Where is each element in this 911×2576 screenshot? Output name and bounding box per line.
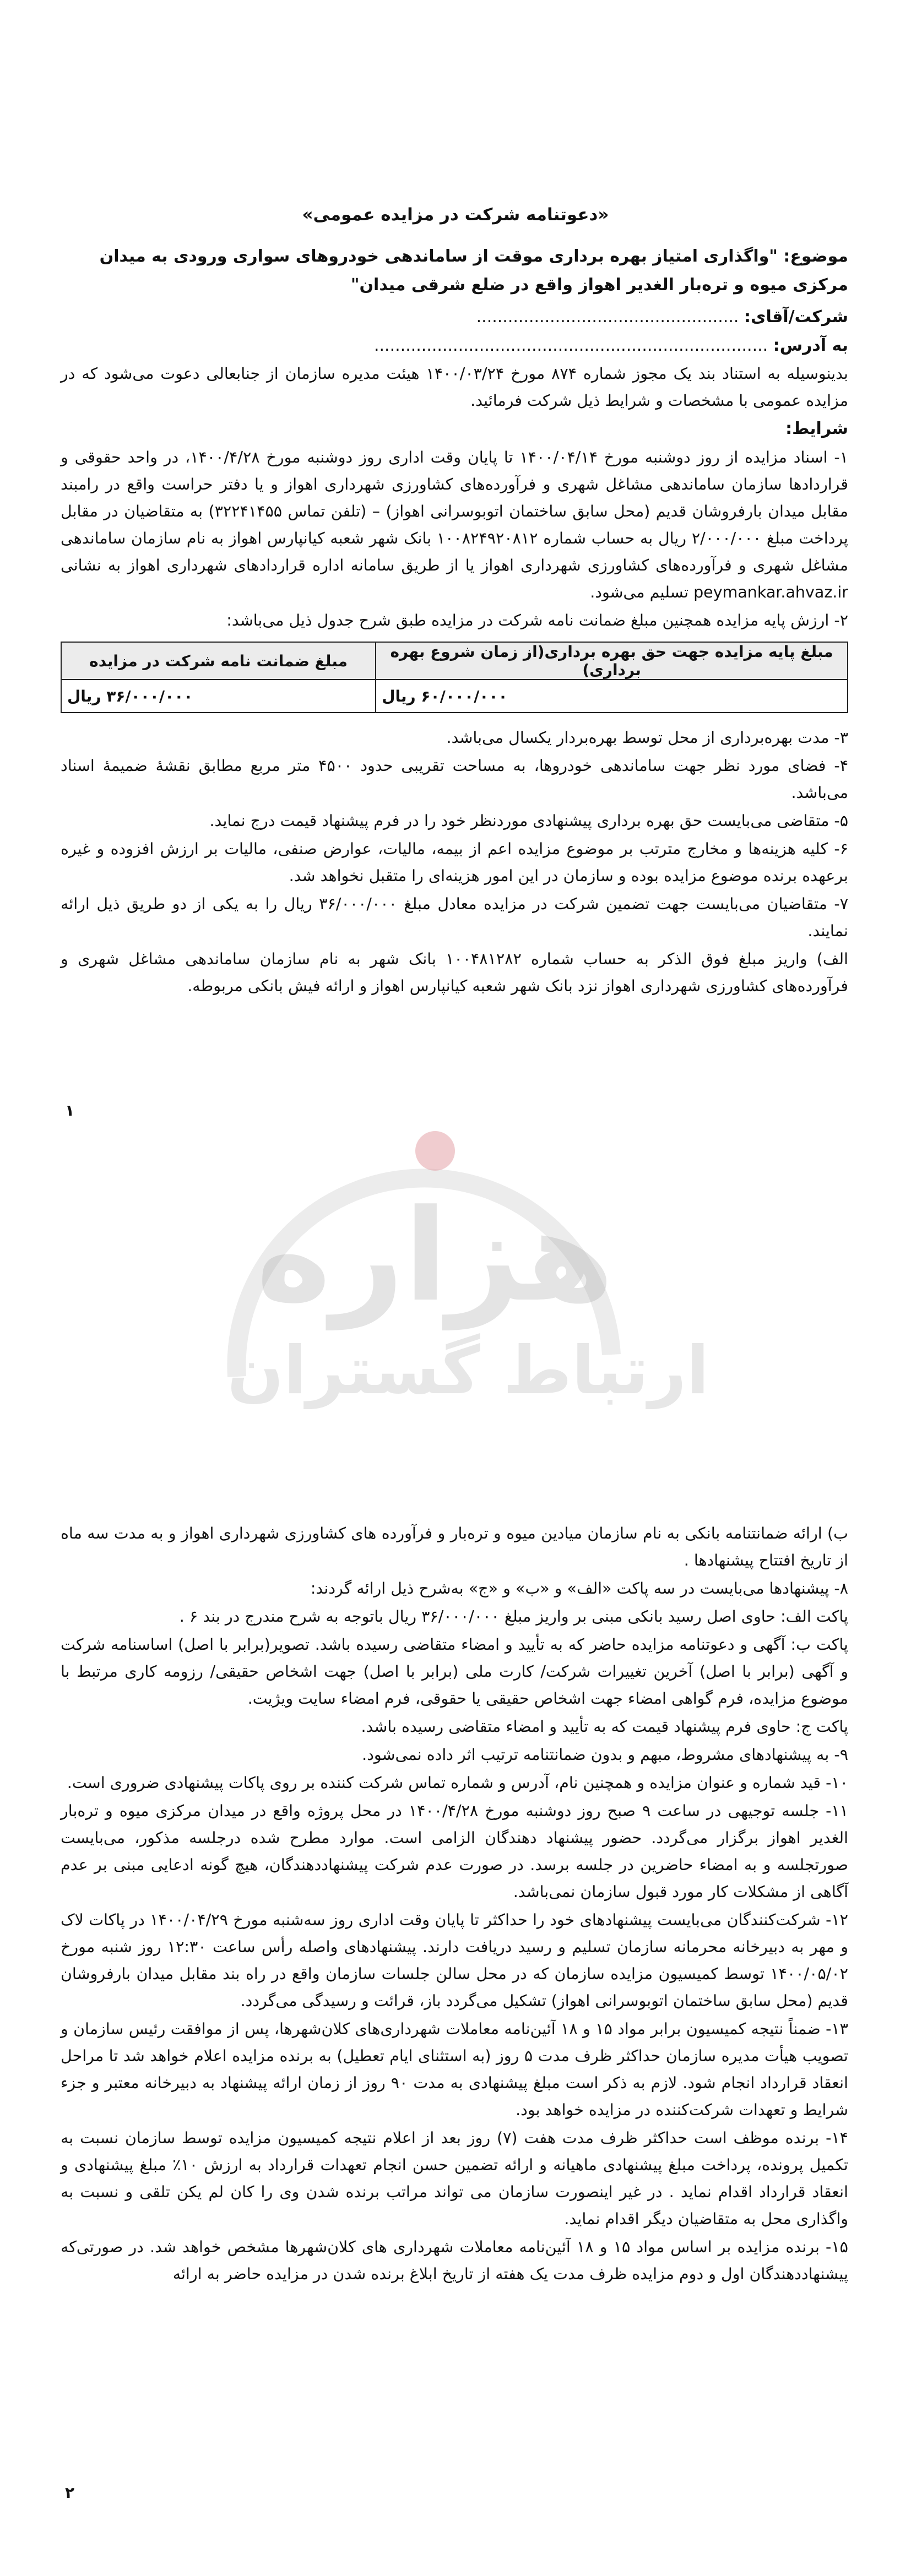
company-dots: .................................................. bbox=[476, 307, 739, 327]
watermark-word: هزاره bbox=[256, 1183, 614, 1330]
condition-5: ۵- متقاضی می‌بایست حق بهره برداری پیشنهادی موردنظر خود را در فرم پیشنهاد قیمت درج نماید. bbox=[209, 812, 848, 830]
condition-15: ۱۵- برنده مزایده بر اساس مواد ۱۵ و ۱۸ آئین‌نامه معاملات شهرداری های کلان‌شهرها مشخص خواهد شد. در صورتی‌که پیشنهاددهندگان اول و دوم مزایده ظرف مدت یک هفته از تاریخ ابلاغ برنده شدن در مزایده حاضر به ارائه bbox=[61, 2238, 848, 2283]
condition-2: ۲- ارزش پایه مزایده همچنین مبلغ ضمانت نامه شرکت در مزایده طبق شرح جدول ذیل می‌باشد: bbox=[226, 611, 848, 629]
page-2-content bbox=[61, 1520, 848, 2289]
subject-line: موضوع: "واگذاری امتیاز بهره برداری موقت از ساماندهی خودروهای سواری ورودی به میدان مرکزی میوه و تره‌بار الغدیر اهواز واقع در ضلع شرقی میدان" bbox=[99, 247, 848, 295]
condition-8c: پاکت ج: حاوی فرم پیشنهاد قیمت که به تأیید و امضاء متقاضی رسیده باشد. bbox=[361, 1718, 848, 1736]
condition-4: ۴- فضای مورد نظر جهت ساماندهی خودروها، به مساحت تقریبی حدود ۴۵۰۰ متر مربع مطابق نقشهٔ ضمیمهٔ اسناد می‌باشد. bbox=[61, 757, 848, 802]
condition-3: ۳- مدت بهره‌برداری از محل توسط بهره‌بردار یکسال می‌باشد. bbox=[446, 729, 848, 747]
address-dots: ........................................................................... bbox=[373, 336, 768, 355]
condition-14: ۱۴- برنده موظف است حداکثر ظرف مدت هفت (۷) روز بعد از اعلام نتیجه کمیسیون مزایده توسط سازمان نسبت به تکمیل پرونده، پرداخت مبلغ پیشنهادی ماهیانه و ارائه تضمین حسن انجام تعهدات قرارداد به ارزش ۱۰٪ مبلغ پیشنهادی و انعقاد قرارداد اقدام نماید . در غیر اینصورت سازمان می تواند مراتب برنده شدن وی را کان لم یکن تلقی و نسبت به واگذاری محل به متقاضیان دیگر اقدام نماید. bbox=[61, 2129, 848, 2228]
condition-8a: پاکت الف: حاوی اصل رسید بانکی مبنی بر واریز مبلغ ۳۶/۰۰۰/۰۰۰ ریال باتوجه به شرح مندرج در بند ۶ . bbox=[179, 1607, 848, 1626]
header-base-price: مبلغ پایه مزایده جهت حق بهره برداری(از زمان شروع بهره برداری) bbox=[376, 642, 848, 680]
condition-10: ۱۰- قید شماره و عنوان مزایده و همچنین نام، آدرس و شماره تماس شرکت کننده بر روی پاکات پیشنهادی ضروری است. bbox=[67, 1774, 848, 1792]
condition-12: ۱۲- شرکت‌کنندگان می‌بایست پیشنهادهای خود را حداکثر تا پایان وقت اداری روز سه‌شنبه مورخ ۱۴۰۰/۰۴/۲۹ در پاکات لاک و مهر به دبیرخانه محرمانه سازمان تسلیم و رسید دریافت دارند. پیشنهادهای واصله رأس ساعت ۱۲:۳۰ روز شنبه مورخ ۱۴۰۰/۰۵/۰۲ توسط کمیسیون مزایده سازمان که در محل سالن جلسات سازمان واقع در راه بند مقابل میدان بارفروشان قدیم (محل سابق ساختمان اتوبوسرانی اهواز) تشکیل می‌گردد باز، قرائت و رسیدگی می‌گردد. bbox=[61, 1911, 848, 2010]
condition-8: ۸- پیشنهادها می‌بایست در سه پاکت «الف» و «ب» و «ج» به‌شرح ذیل ارائه گردند: bbox=[310, 1579, 848, 1597]
condition-6: ۶- کلیه هزینه‌ها و مخارج مترتب بر موضوع مزایده اعم از بیمه، مالیات، عوارض صنفی، مالیات بر ارزش افزوده و غیره برعهده برنده موضوع مزایده بوده و سازمان در این امور هزینه‌ای را متقبل نخواهد شد. bbox=[61, 840, 848, 885]
conditions-heading: شرایط: bbox=[785, 419, 848, 438]
document-title: «دعوتنامه شرکت در مزایده عمومی» bbox=[302, 205, 609, 225]
page-1-content bbox=[61, 242, 848, 1001]
address-label: به آدرس: bbox=[773, 336, 848, 355]
watermark-dot bbox=[415, 1131, 455, 1171]
bid-table-row bbox=[61, 680, 848, 713]
page-number-1: ۱ bbox=[65, 1101, 75, 1119]
bid-table bbox=[61, 642, 848, 713]
condition-7a: الف) واریز مبلغ فوق الذکر به حساب شماره ۱۰۰۴۸۱۲۸۲ بانک شهر به نام سازمان ساماندهی مشاغل شهری و فرآورده‌های کشاورزی شهرداری اهواز نزد بانک شهر شعبه کیانپارس اهواز و ارائه فیش بانکی مربوطه. bbox=[61, 950, 849, 995]
company-label: شرکت/آقای: bbox=[744, 307, 848, 327]
condition-8b: پاکت ب: آگهی و دعوتنامه مزایده حاضر که به تأیید و امضاء متقاضی رسیده باشد. تصویر(برابر با اصل) اساسنامه شرکت و آگهی (برابر با اصل) آخرین تغییرات شرکت/ کارت ملی (برابر با اصل) جهت اشخاص حقیقی/ رزومه کاری مرتبط با موضوع مزایده، فرم گواهی امضاء جهت اشخاص حقیقی یا حقوقی، فرم امضاء سایت ویژیت. bbox=[61, 1635, 848, 1708]
page-2 bbox=[0, 1399, 911, 2576]
condition-9: ۹- به پیشنهادهای مشروط، مبهم و بدون ضمانتنامه ترتیب اثر داده نمی‌شود. bbox=[362, 1746, 848, 1764]
address-field bbox=[61, 331, 848, 360]
condition-7: ۷- متقاضیان می‌بایست جهت تضمین شرکت در مزایده معادل مبلغ ۳۶/۰۰۰/۰۰۰ ریال را به یکی از دو طریق ذیل ارائه نمایند. bbox=[61, 895, 848, 940]
value-guarantee: ۳۶/۰۰۰/۰۰۰ ریال bbox=[61, 680, 376, 713]
value-base-price: ۶۰/۰۰۰/۰۰۰ ریال bbox=[376, 680, 848, 713]
condition-13: ۱۳- ضمناً نتیجه کمیسیون برابر مواد ۱۵ و ۱۸ آئین‌نامه معاملات شهرداری‌های کلان‌شهرها، پس از موافقت رئیس سازمان و تصویب هیأت مدیره سازمان حداکثر ظرف مدت ۵ روز (به استثنای ایام تعطیل) به برنده مزایده اعلام خواهد شد تا مراحل انعقاد قرارداد انجام شود. لازم به ذکر است مبلغ پیشنهادی به مدت ۹۰ روز از زمان ارائه پیشنهاد به دبیرخانه معتبر و جزء شرایط و تعهدات شرکت‌کننده در مزایده خواهد بود. bbox=[61, 2020, 848, 2119]
header-guarantee: مبلغ ضمانت نامه شرکت در مزایده bbox=[61, 642, 376, 680]
condition-7b: ب) ارائه ضمانتنامه بانکی به نام سازمان میادین میوه و تره‌بار و فرآورده های کشاورزی شهرداری اهواز و به مدت سه ماه از تاریخ افتتاح پیشنهادها . bbox=[61, 1524, 848, 1569]
intro-paragraph: بدینوسیله به استناد بند یک مجوز شماره ۸۷۴ مورخ ۱۴۰۰/۰۳/۲۴ هیئت مدیره سازمان از جنابعالی دعوت می‌شود که در مزایده عمومی با مشخصات و شرایط ذیل شرکت فرمائید. bbox=[61, 365, 848, 410]
condition-1: ۱- اسناد مزایده از روز دوشنبه مورخ ۱۴۰۰/۰۴/۱۴ تا پایان وقت اداری روز دوشنبه مورخ ۱۴۰۰/۴/۲۸، در واحد حقوقی و قراردادها سازمان ساماندهی مشاغل شهری و فرآورده‌های کشاورزی شهرداری اهواز و یا دفتر حراست واقع در رامبند مقابل میدان بارفروشان قدیم (محل سابق ساختمان اتوبوسرانی اهواز) – (تلفن تماس ۳۲۲۴۱۴۵۵) به متقاضیان در مقابل پرداخت مبلغ ۲/۰۰۰/۰۰۰ ریال به حساب شماره ۱۰۰۸۲۴۹۲۰۸۱۲ بانک شهر شعبه کیانپارس اهواز به نام سازمان ساماندهی مشاغل شهری و فرآورده‌های کشاورزی شهرداری اهواز یا از طریق سامانه اداره قراردادهای شهرداری اهواز به نشانی peymankar.ahvaz.ir تسلیم می‌شود. bbox=[61, 448, 848, 601]
bid-table-header-row bbox=[61, 642, 848, 680]
watermark-sub: ارتباط گستران bbox=[227, 1333, 709, 1409]
page-number-2: ۲ bbox=[65, 2483, 75, 2502]
condition-11: ۱۱- جلسه توجیهی در ساعت ۹ صبح روز دوشنبه مورخ ۱۴۰۰/۴/۲۸ در محل پروژه واقع در میدان مرکزی میوه و تره‌بار الغدیر اهواز برگزار می‌گردد. حضور پیشنهاد دهندگان الزامی است. موارد مطرح شده درجلسه مذکور، می‌بایست صورتجلسه و به امضاء حاضرین در جلسه برسد. در صورت عدم شرکت پیشنهاددهندگان، هیچ گونه ادعایی مبنی بر عدم آگاهی از مشکلات کار مورد قبول سازمان نمی‌باشد. bbox=[61, 1802, 848, 1901]
company-field bbox=[61, 303, 848, 331]
